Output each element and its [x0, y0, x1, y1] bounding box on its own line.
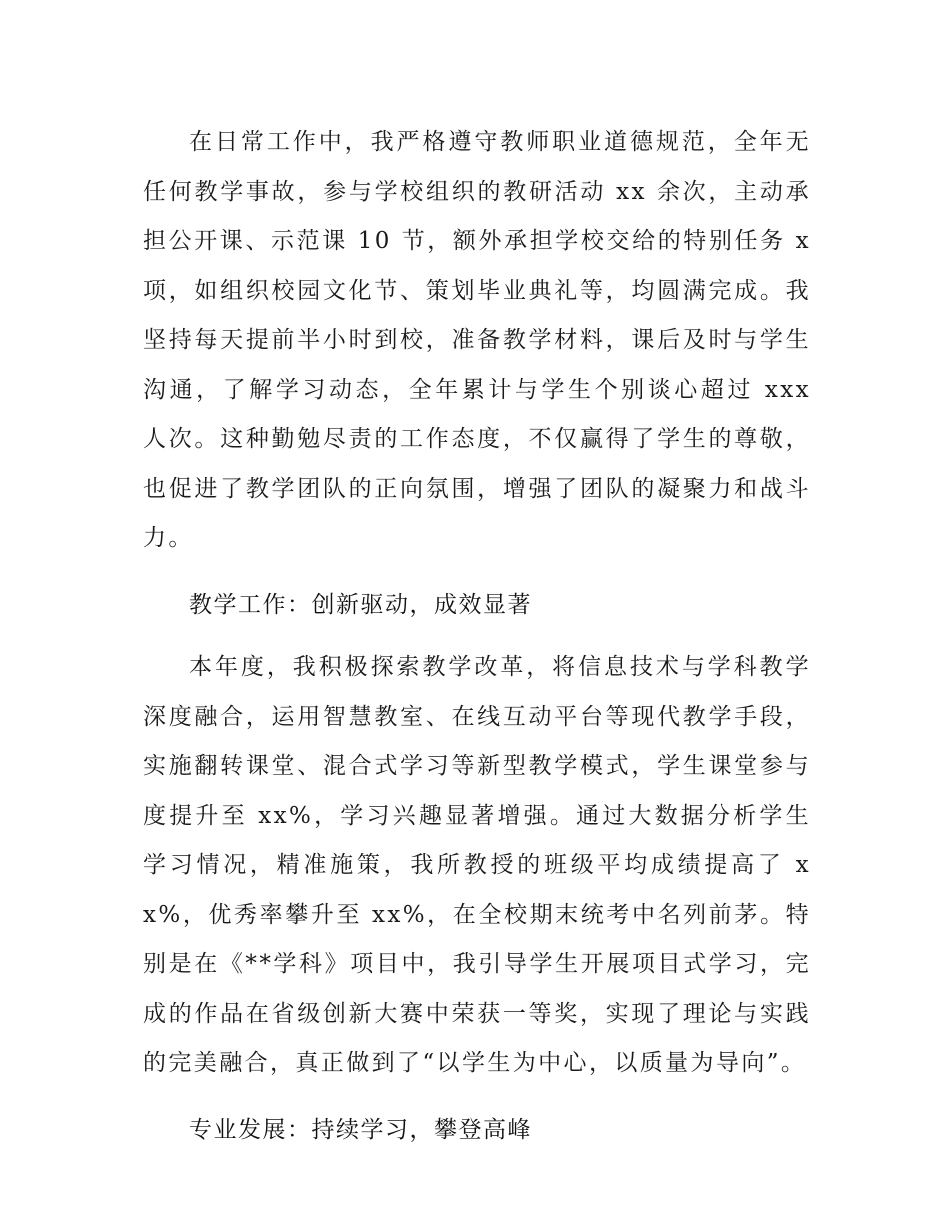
- spacer: [143, 1089, 811, 1106]
- section-heading-professional-development: 专业发展：持续学习，攀登高峰: [189, 1116, 532, 1143]
- paragraph-work-attitude: 在日常工作中，我严格遵守教师职业道德规范，全年无任何教学事故，参与学校组织的教研活动 xx 余次，主动承担公开课、示范课 10 节，额外承担学校交给的特别任务 x 项，如组织校园文化节、策划毕业典礼等，均圆满完成。我坚持每天提前半小时到校，准备教学材料，课后及时与学生沟通，了解学习动态，全年累计与学生个别谈心超过 xxx 人次。这种勤勉尽责的工作态度，不仅赢得了学生的尊敬，也促进了教学团队的正向氛围，增强了团队的凝聚力和战斗力。: [143, 129, 811, 551]
- paragraph-teaching-work: 本年度，我积极探索教学改革，将信息技术与学科教学深度融合，运用智慧教室、在线互动平台等现代教学手段，实施翻转课堂、混合式学习等新型教学模式，学生课堂参与度提升至 xx%，学习兴趣显著增强。通过大数据分析学生学习情况，精准施策，我所教授的班级平均成绩提高了 xx%，优秀率攀升至 xx%，在全校期末统考中名列前茅。特别是在《**学科》项目中，我引导学生开展项目式学习，完成的作品在省级创新大赛中荣获一等奖，实现了理论与实践的完美融合，真正做到了“以学生为中心，以质量为导向”。: [143, 654, 811, 1076]
- spacer: [143, 564, 811, 581]
- document-body: [143, 118, 811, 1155]
- spacer: [143, 630, 811, 643]
- section-heading-teaching: 教学工作：创新驱动，成效显著: [189, 591, 532, 618]
